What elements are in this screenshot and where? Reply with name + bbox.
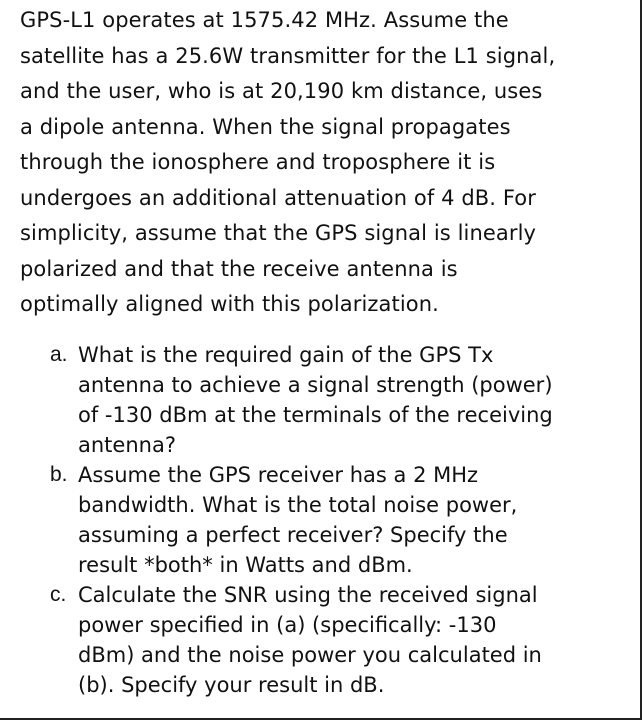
question-line: assuming a perfect receiver? Specify the	[78, 523, 508, 547]
question-line: bandwidth. What is the total noise power,	[78, 493, 518, 517]
statement-line: undergoes an additional attenuation of 4 dB. For	[20, 185, 536, 210]
question-line: (b). Specify your result in dB.	[78, 673, 385, 697]
question-line: antenna?	[78, 433, 176, 457]
question-c	[0, 580, 640, 700]
statement-line: a dipole antenna. When the signal propagates	[20, 114, 511, 139]
question-line: dBm) and the noise power you calculated in	[78, 643, 542, 667]
question-line: Calculate the SNR using the received signal	[78, 583, 538, 607]
question-line: result *both* in Watts and dBm.	[78, 553, 413, 577]
question-line: Assume the GPS receiver has a 2 MHz	[78, 463, 479, 487]
statement-line: optimally aligned with this polarization.	[20, 292, 439, 316]
question-b	[0, 460, 640, 580]
question-line: power specified in (a) (specifically: -130	[78, 613, 497, 637]
question-line: antenna to achieve a signal strength (power)	[78, 373, 553, 397]
problem-statement	[20, 3, 628, 323]
question-a	[0, 340, 640, 460]
question-marker: b.	[50, 463, 68, 486]
question-marker: c.	[50, 583, 67, 606]
statement-line: GPS-L1 operates at 1575.42 MHz. Assume the	[20, 8, 509, 32]
statement-line: satellite has a 25.6W transmitter for the L1 signal,	[20, 43, 556, 68]
statement-line: simplicity, assume that the GPS signal is linearly	[20, 221, 537, 245]
statement-line: and the user, who is at 20,190 km distance, uses	[20, 79, 543, 103]
question-line: of -130 dBm at the terminals of the receiving	[78, 403, 553, 427]
question-list	[0, 340, 640, 700]
statement-line: through the ionosphere and troposphere it is	[20, 150, 496, 174]
question-marker: a.	[50, 343, 68, 366]
statement-line: polarized and that the receive antenna is	[20, 256, 458, 281]
question-line: What is the required gain of the GPS Tx	[78, 343, 494, 367]
